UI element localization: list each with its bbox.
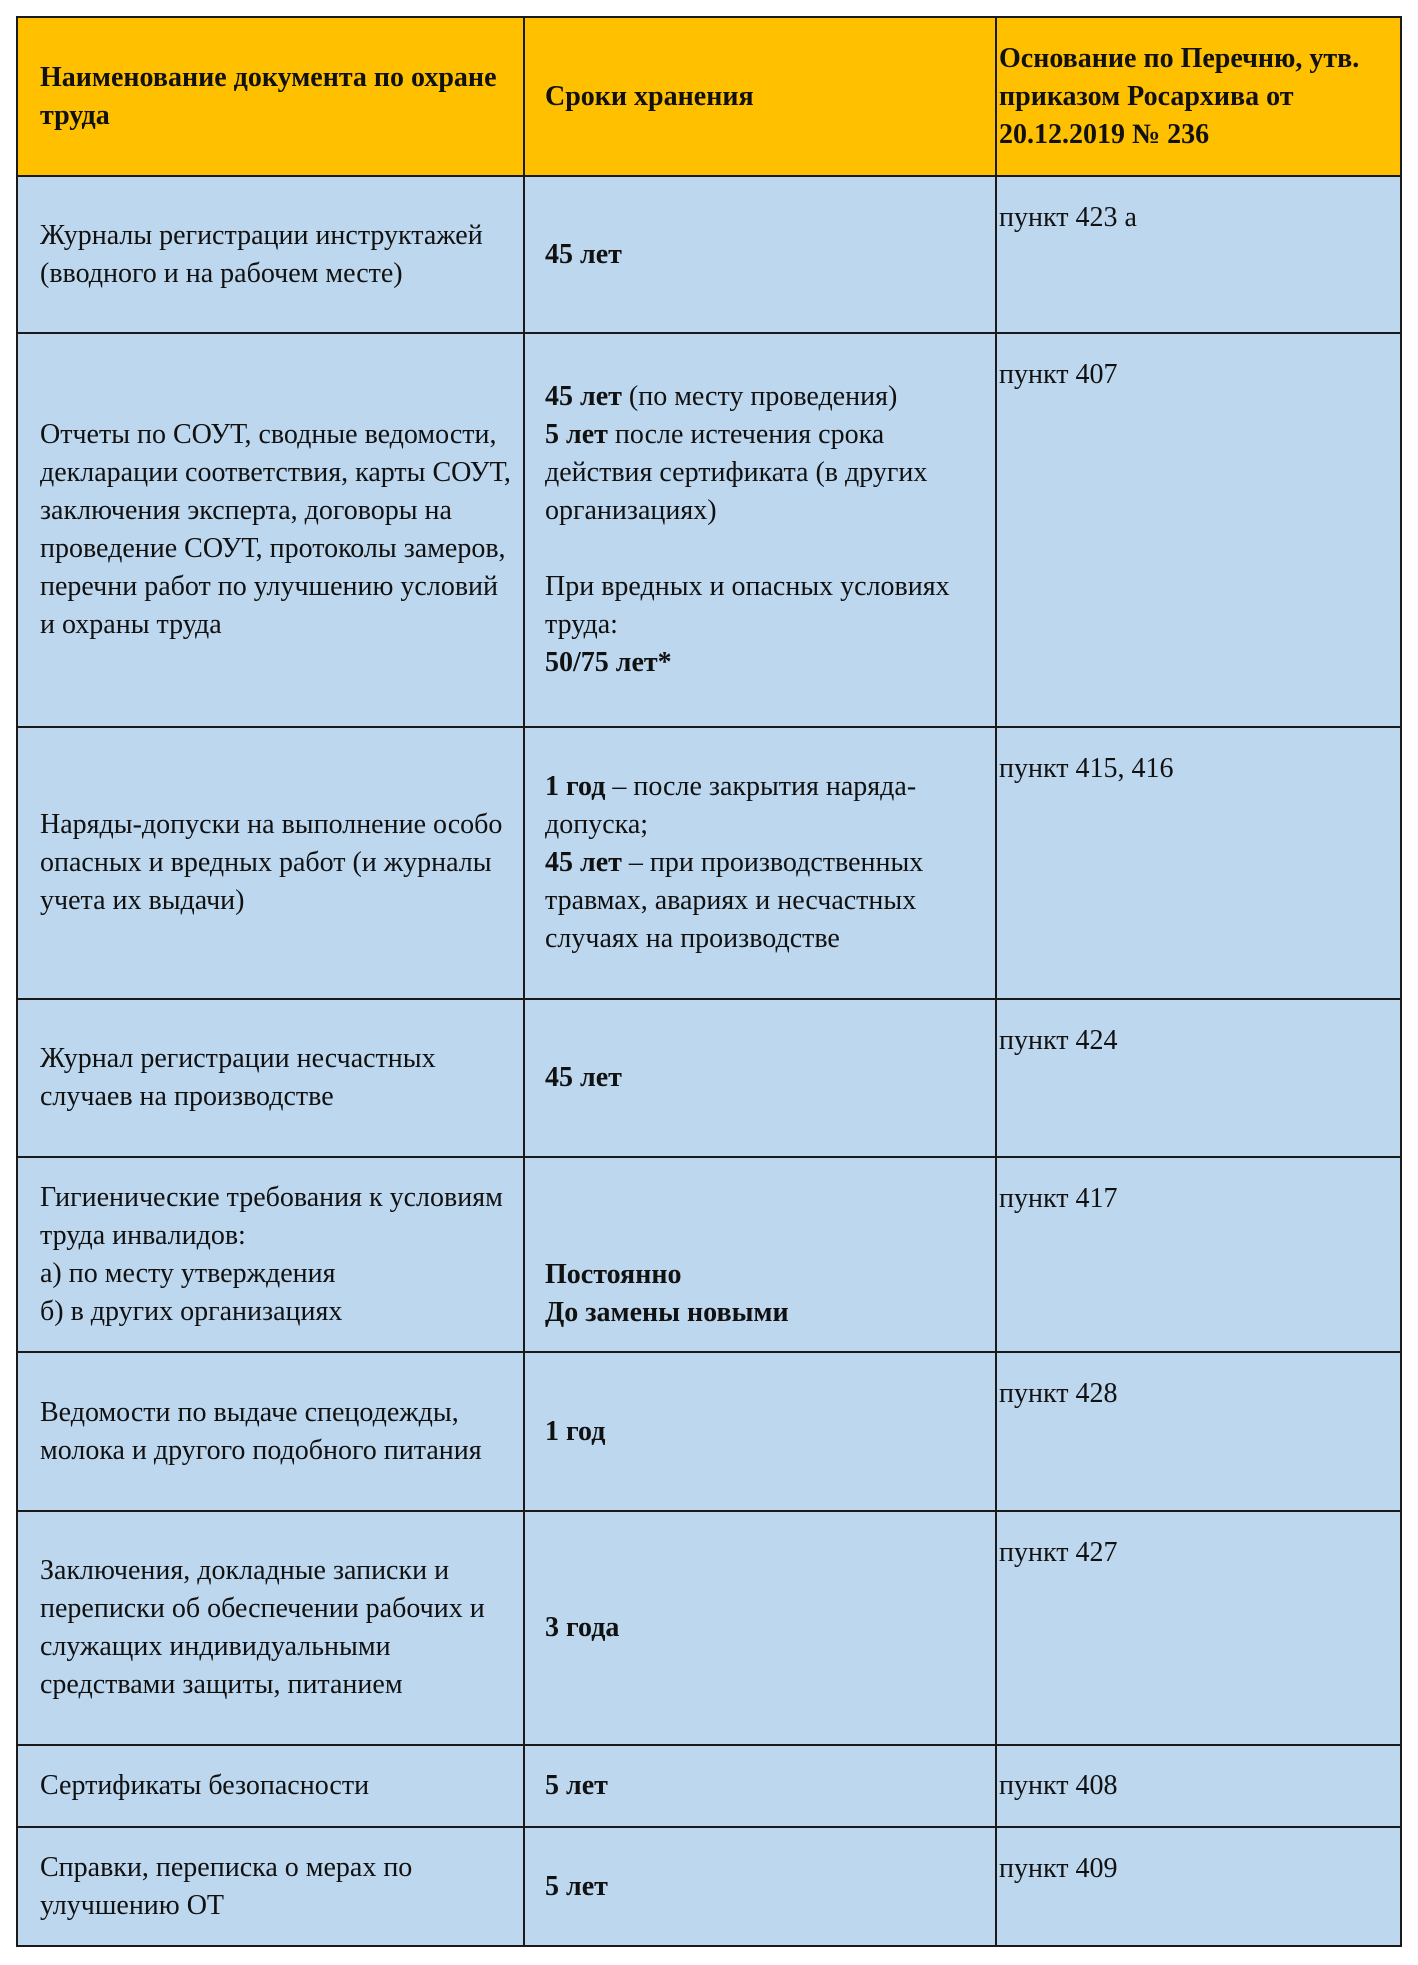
retention-term bbox=[524, 1511, 996, 1745]
term-value: 5 лет bbox=[545, 1770, 608, 1801]
retention-term bbox=[524, 1157, 996, 1352]
term-text: – после закрытия наряда-допуска; bbox=[545, 771, 917, 840]
document-name: Ведомости по выдаче спецодежды, молока и другого подобного питания bbox=[17, 1352, 524, 1511]
retention-term bbox=[524, 333, 996, 727]
term-line: Постоянно bbox=[545, 1259, 682, 1290]
table-row bbox=[17, 333, 1401, 727]
term-bold: 45 лет bbox=[545, 847, 622, 878]
retention-term bbox=[524, 727, 996, 999]
basis-value: пункт 424 bbox=[999, 1025, 1118, 1056]
term-bold: 1 год bbox=[545, 771, 606, 802]
retention-term bbox=[524, 176, 996, 333]
term-value: 3 года bbox=[545, 1612, 620, 1643]
basis-value: пункт 427 bbox=[999, 1537, 1118, 1568]
table-row bbox=[17, 1352, 1401, 1511]
basis-cell bbox=[996, 1157, 1401, 1352]
basis-value: пункт 417 bbox=[999, 1183, 1118, 1214]
table-row bbox=[17, 1157, 1401, 1352]
term-value: 45 лет bbox=[545, 238, 622, 270]
document-name bbox=[17, 1157, 524, 1352]
retention-term bbox=[524, 1352, 996, 1511]
term-bold: 45 лет bbox=[545, 381, 622, 412]
document-name: Сертификаты безопасности bbox=[17, 1745, 524, 1827]
retention-term bbox=[524, 1827, 996, 1946]
table-header-row bbox=[17, 17, 1401, 176]
basis-cell bbox=[996, 1511, 1401, 1745]
name-line: б) в других организациях bbox=[40, 1295, 343, 1327]
table-row bbox=[17, 999, 1401, 1157]
term-line bbox=[545, 768, 987, 844]
name-line: Гигиенические требования к условиям труда инвалидов: bbox=[40, 1181, 503, 1251]
basis-value: пункт 415, 416 bbox=[999, 753, 1174, 784]
basis-cell bbox=[996, 333, 1401, 727]
term-bold: 5 лет bbox=[545, 419, 608, 450]
name-line: а) по месту утверждения bbox=[40, 1257, 336, 1289]
basis-value: пункт 423 а bbox=[999, 202, 1137, 233]
basis-cell bbox=[996, 1745, 1401, 1827]
term-line bbox=[545, 644, 987, 682]
retention-term bbox=[524, 1745, 996, 1827]
term-line: До замены новыми bbox=[545, 1297, 789, 1328]
retention-term bbox=[524, 999, 996, 1157]
header-retention-term: Сроки хранения bbox=[524, 17, 996, 176]
header-document-name: Наименование документа по охране труда bbox=[17, 17, 524, 176]
table-row bbox=[17, 727, 1401, 999]
document-name: Справки, переписка о мерах по улучшению ОТ bbox=[17, 1827, 524, 1946]
document-name: Журналы регистрации инструктажей (вводного и на рабочем месте) bbox=[17, 176, 524, 333]
table-row bbox=[17, 176, 1401, 333]
term-bold: 50/75 лет* bbox=[545, 647, 672, 678]
basis-value: пункт 408 bbox=[999, 1770, 1118, 1801]
term-text: (по месту проведения) bbox=[621, 381, 898, 412]
basis-cell bbox=[996, 1827, 1401, 1946]
header-basis: Основание по Перечню, утв. приказом Росархива от 20.12.2019 № 236 bbox=[996, 17, 1401, 176]
document-name: Наряды-допуски на выполнение особо опасных и вредных работ (и журналы учета их выдачи) bbox=[17, 727, 524, 999]
basis-cell bbox=[996, 727, 1401, 999]
table-row bbox=[17, 1827, 1401, 1946]
term-value: 45 лет bbox=[545, 1062, 622, 1093]
document-name: Журнал регистрации несчастных случаев на производстве bbox=[17, 999, 524, 1157]
retention-table bbox=[16, 16, 1402, 1947]
term-value: 1 год bbox=[545, 1415, 606, 1447]
basis-value: пункт 428 bbox=[999, 1378, 1118, 1409]
term-text: – при производственных травмах, авариях и несчастных случаях на производстве bbox=[545, 847, 924, 954]
term-line bbox=[545, 378, 987, 416]
term-line bbox=[545, 416, 987, 530]
basis-value: пункт 409 bbox=[999, 1853, 1118, 1884]
term-value: 5 лет bbox=[545, 1870, 608, 1902]
document-name: Заключения, докладные записки и переписки об обеспечении рабочих и служащих индивидуальными средствами защиты, питанием bbox=[17, 1511, 524, 1745]
basis-cell bbox=[996, 1352, 1401, 1511]
term-text: после истечения срока действия сертификата (в других организациях) bbox=[545, 419, 928, 526]
basis-cell bbox=[996, 176, 1401, 333]
spacer bbox=[545, 530, 987, 568]
term-line bbox=[545, 844, 987, 958]
table-row bbox=[17, 1745, 1401, 1827]
basis-value: пункт 407 bbox=[999, 359, 1118, 390]
basis-cell bbox=[996, 999, 1401, 1157]
table-row bbox=[17, 1511, 1401, 1745]
document-name: Отчеты по СОУТ, сводные ведомости, декларации соответствия, карты СОУТ, заключения эксперта, договоры на проведение СОУТ, протоколы замеров, перечни работ по улучшению условий и охраны труда bbox=[17, 333, 524, 727]
term-line: При вредных и опасных условиях труда: bbox=[545, 571, 950, 640]
